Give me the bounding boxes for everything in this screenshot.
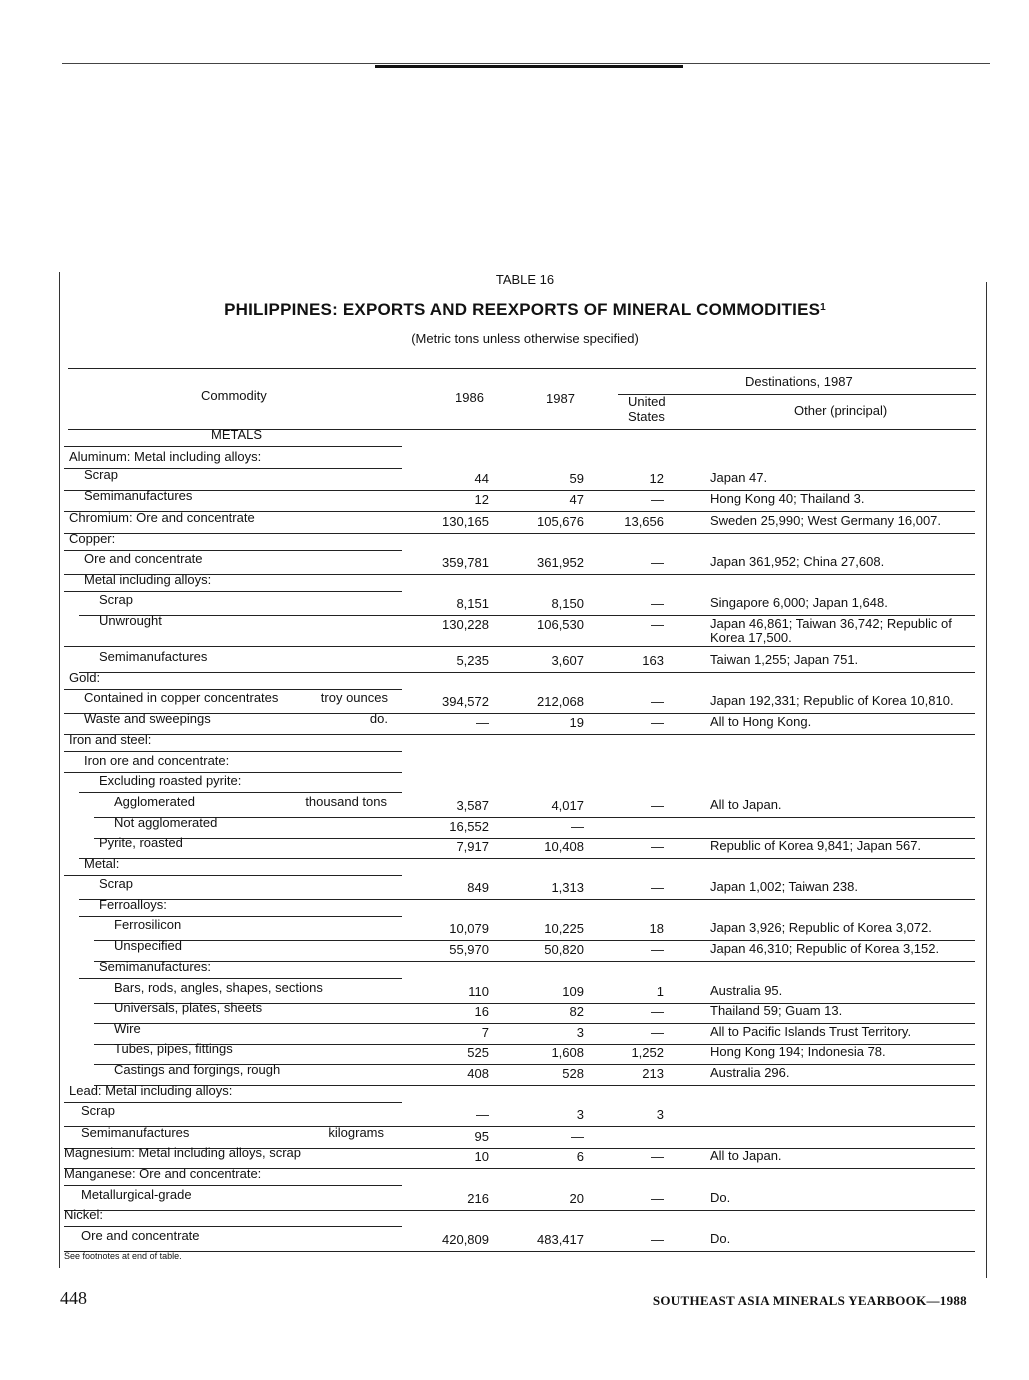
value-1987-cell: 483,417 <box>537 1232 584 1247</box>
value-1986-cell: 10 <box>474 1149 489 1164</box>
value-1986-cell: 95 <box>474 1129 489 1144</box>
header-1986: 1986 <box>455 390 484 405</box>
table-row <box>0 958 1029 978</box>
title-footnote-marker: 1 <box>820 302 826 313</box>
other-destination-cell: Sweden 25,990; West Germany 16,007. <box>710 513 942 528</box>
commodity-cell: Semimanufactures: <box>99 959 211 974</box>
value-1986-cell: 5,235 <box>456 653 489 668</box>
header-destinations: Destinations, 1987 <box>745 374 853 389</box>
running-head: SOUTHEAST ASIA MINERALS YEARBOOK—1988 <box>652 1293 967 1308</box>
value-1986-cell: 110 <box>468 984 489 999</box>
table-row <box>0 669 1029 689</box>
other-destination-cell: Hong Kong 194; Indonesia 78. <box>710 1044 886 1059</box>
footnote-reference: See footnotes at end of table. <box>64 1251 182 1261</box>
us-destination-cell: — <box>651 555 664 570</box>
value-1987-cell: 47 <box>569 492 584 507</box>
commodity-cell: Ferroalloys: <box>99 897 167 912</box>
value-1986-cell: 216 <box>467 1191 489 1206</box>
other-destination-cell: All to Hong Kong. <box>710 714 812 729</box>
commodity-cell: Not agglomerated <box>114 815 218 830</box>
table-row <box>0 1040 1029 1060</box>
table-row <box>0 689 1029 709</box>
table-row <box>0 591 1029 611</box>
destinations-rule <box>618 394 976 395</box>
table-row <box>0 1102 1029 1122</box>
value-1987-cell: 3 <box>576 1025 584 1040</box>
value-1987-cell: 19 <box>569 715 584 730</box>
table-row <box>0 1082 1029 1102</box>
table-row <box>0 793 1029 813</box>
table-row <box>0 752 1029 772</box>
commodity-cell: Unwrought <box>99 613 162 628</box>
table-row <box>0 612 1029 645</box>
commodity-cell: Magnesium: Metal including alloys, scrap <box>64 1145 301 1160</box>
other-destination-cell: Australia 296. <box>710 1065 790 1080</box>
commodity-cell: Contained in copper concentrates <box>84 690 279 705</box>
table-row <box>0 1165 1029 1185</box>
commodity-cell: Waste and sweepings <box>84 711 211 726</box>
table-row <box>0 855 1029 875</box>
other-destination-cell: Japan 47. <box>710 470 768 485</box>
row-rule <box>64 1251 975 1252</box>
commodity-cell: Bars, rods, angles, shapes, sections <box>114 980 323 995</box>
table-row <box>0 1020 1029 1040</box>
commodity-cell: Scrap <box>99 876 133 891</box>
value-1986-cell: 10,079 <box>449 921 489 936</box>
table-row <box>0 1124 1029 1144</box>
us-destination-cell: 12 <box>649 471 664 486</box>
table-row <box>0 466 1029 486</box>
value-1986-cell: 420,809 <box>442 1232 489 1247</box>
value-1987-cell: 4,017 <box>551 798 584 813</box>
us-destination-cell: — <box>651 715 664 730</box>
value-1986-cell: — <box>476 715 489 730</box>
us-destination-cell: — <box>651 839 664 854</box>
table-title <box>60 300 990 320</box>
page-number: 448 <box>60 1288 87 1308</box>
other-destination-cell: Australia 95. <box>710 983 783 998</box>
us-destination-cell: — <box>651 492 664 507</box>
table-row <box>0 487 1029 507</box>
commodity-cell: Tubes, pipes, fittings <box>114 1041 233 1056</box>
row-rule <box>64 646 975 647</box>
other-destination-cell: Japan 192,331; Republic of Korea 10,810. <box>710 693 954 708</box>
value-1987-cell: 106,530 <box>537 617 584 632</box>
us-destination-cell: — <box>651 1191 664 1206</box>
value-1987-cell: 1,313 <box>551 880 584 895</box>
other-destination-cell: Japan 1,002; Taiwan 238. <box>710 879 858 894</box>
commodity-cell: Universals, plates, sheets <box>114 1000 263 1015</box>
other-destination-cell: Republic of Korea 9,841; Japan 567. <box>710 838 922 853</box>
other-destination-cell: Singapore 6,000; Japan 1,648. <box>710 595 888 610</box>
table-row <box>0 937 1029 957</box>
commodity-cell: Pyrite, roasted <box>99 835 183 850</box>
commodity-cell: Nickel: <box>64 1207 104 1222</box>
table-label: TABLE 16 <box>495 272 555 287</box>
other-destination-cell: Japan 46,861; Taiwan 36,742; Republic of Korea 17,500. <box>710 616 952 645</box>
us-destination-cell: 18 <box>649 921 664 936</box>
commodity-cell: Semimanufactures <box>84 488 193 503</box>
us-destination-cell: — <box>651 1232 664 1247</box>
value-1986-cell: 3,587 <box>456 798 489 813</box>
table-row <box>0 1227 1029 1247</box>
table-title-text: PHILIPPINES: EXPORTS AND REEXPORTS OF MINERAL COMMODITIES <box>224 300 821 319</box>
value-1987-cell: — <box>571 1129 584 1144</box>
header-1987: 1987 <box>546 391 575 406</box>
value-1987-cell: 212,068 <box>537 694 584 709</box>
commodity-cell: Lead: Metal including alloys: <box>69 1083 233 1098</box>
table-row <box>0 648 1029 668</box>
commodity-cell: Chromium: Ore and concentrate <box>69 510 255 525</box>
commodity-cell: Ore and concentrate <box>84 551 203 566</box>
value-1987-cell: 528 <box>562 1066 584 1081</box>
value-1986-cell: 16 <box>474 1004 489 1019</box>
commodity-cell: Ore and concentrate <box>81 1228 200 1243</box>
unit-cell: thousand tons <box>305 794 387 809</box>
table-row <box>0 426 1029 446</box>
table-row <box>0 530 1029 550</box>
value-1987-cell: 10,225 <box>544 921 584 936</box>
commodity-cell: Agglomerated <box>114 794 195 809</box>
other-destination-cell: Japan 46,310; Republic of Korea 3,152. <box>710 941 940 956</box>
table-row <box>0 999 1029 1019</box>
commodity-cell: Aluminum: Metal including alloys: <box>69 449 262 464</box>
value-1986-cell: 394,572 <box>442 694 489 709</box>
commodity-cell: Metallurgical-grade <box>81 1187 192 1202</box>
unit-cell: troy ounces <box>320 690 388 705</box>
table-row <box>0 731 1029 751</box>
us-destination-cell: 3 <box>656 1107 664 1122</box>
commodity-cell: Scrap <box>81 1103 115 1118</box>
value-1987-cell: 20 <box>569 1191 584 1206</box>
value-1987-cell: 10,408 <box>544 839 584 854</box>
table-row <box>0 772 1029 792</box>
table-row <box>0 1144 1029 1164</box>
us-destination-cell: — <box>651 694 664 709</box>
unit-cell: kilograms <box>328 1125 384 1140</box>
commodity-cell: Gold: <box>69 670 101 685</box>
value-1987-cell: 3 <box>576 1107 584 1122</box>
unit-cell: do. <box>369 711 388 726</box>
top-rule-bold <box>375 65 683 68</box>
value-1987-cell: 1,608 <box>551 1045 584 1060</box>
value-1987-cell: 105,676 <box>537 514 584 529</box>
us-destination-cell: 1 <box>656 984 664 999</box>
value-1986-cell: 44 <box>474 471 489 486</box>
units-note: (Metric tons unless otherwise specified) <box>411 331 639 346</box>
commodity-cell: Scrap <box>99 592 133 607</box>
header-us-line2: States <box>628 409 665 424</box>
table-row <box>0 875 1029 895</box>
value-1987-cell: 3,607 <box>551 653 584 668</box>
value-1986-cell: 849 <box>467 880 489 895</box>
us-destination-cell: — <box>651 596 664 611</box>
us-destination-cell: 13,656 <box>624 514 664 529</box>
value-1986-cell: 525 <box>467 1045 489 1060</box>
other-destination-cell: All to Japan. <box>710 1148 782 1163</box>
table-row <box>0 1206 1029 1226</box>
header-top-rule <box>68 368 976 369</box>
us-destination-cell: 1,252 <box>631 1045 664 1060</box>
other-destination-cell: Japan 361,952; China 27,608. <box>710 554 885 569</box>
other-destination-cell: Do. <box>710 1231 731 1246</box>
table-row <box>0 834 1029 854</box>
value-1987-cell: 109 <box>562 984 584 999</box>
commodity-cell: Unspecified <box>114 938 182 953</box>
table-row <box>0 1186 1029 1206</box>
us-destination-cell: — <box>651 798 664 813</box>
other-destination-cell: Hong Kong 40; Thailand 3. <box>710 491 865 506</box>
value-1986-cell: 7 <box>481 1025 489 1040</box>
other-destination-cell: All to Pacific Islands Trust Territory. <box>710 1024 912 1039</box>
row-rule <box>64 446 402 447</box>
value-1987-cell: 82 <box>569 1004 584 1019</box>
table-row <box>0 814 1029 834</box>
us-destination-cell: — <box>651 942 664 957</box>
commodity-cell: Semimanufactures <box>81 1125 190 1140</box>
us-destination-cell: — <box>651 1004 664 1019</box>
table-row <box>0 896 1029 916</box>
value-1986-cell: 408 <box>467 1066 489 1081</box>
other-destination-cell: Thailand 59; Guam 13. <box>710 1003 843 1018</box>
other-destination-cell: Japan 3,926; Republic of Korea 3,072. <box>710 920 932 935</box>
value-1986-cell: 12 <box>474 492 489 507</box>
value-1986-cell: 130,228 <box>442 617 489 632</box>
commodity-cell: Castings and forgings, rough <box>114 1062 281 1077</box>
table-row <box>0 509 1029 529</box>
value-1987-cell: 6 <box>576 1149 584 1164</box>
us-destination-cell: — <box>651 617 664 632</box>
commodity-cell: Metal including alloys: <box>84 572 212 587</box>
table-row <box>0 1061 1029 1081</box>
other-destination-cell: Taiwan 1,255; Japan 751. <box>710 652 859 667</box>
value-1986-cell: — <box>476 1107 489 1122</box>
header-other-principal: Other (principal) <box>794 403 888 418</box>
value-1986-cell: 8,151 <box>456 596 489 611</box>
commodity-cell: Excluding roasted pyrite: <box>99 773 242 788</box>
table-row <box>0 916 1029 936</box>
commodity-cell: METALS <box>211 427 263 442</box>
value-1987-cell: 50,820 <box>544 942 584 957</box>
commodity-cell: Copper: <box>69 531 116 546</box>
value-1986-cell: 130,165 <box>442 514 489 529</box>
value-1987-cell: 59 <box>569 471 584 486</box>
commodity-cell: Ferrosilicon <box>114 917 182 932</box>
value-1987-cell: — <box>571 819 584 834</box>
table-row <box>0 550 1029 570</box>
value-1986-cell: 16,552 <box>449 819 489 834</box>
commodity-cell: Wire <box>114 1021 141 1036</box>
commodity-cell: Iron and steel: <box>69 732 152 747</box>
table-row <box>0 710 1029 730</box>
value-1986-cell: 55,970 <box>449 942 489 957</box>
value-1986-cell: 7,917 <box>456 839 489 854</box>
us-destination-cell: 213 <box>642 1066 664 1081</box>
top-rule <box>62 63 990 64</box>
commodity-cell: Iron ore and concentrate: <box>84 753 230 768</box>
commodity-cell: Semimanufactures <box>99 649 208 664</box>
commodity-cell: Scrap <box>84 467 118 482</box>
header-us-line1: United <box>628 394 666 409</box>
header-commodity: Commodity <box>201 388 267 403</box>
other-destination-cell: Do. <box>710 1190 731 1205</box>
value-1987-cell: 361,952 <box>537 555 584 570</box>
table-row <box>0 571 1029 591</box>
commodity-cell: Manganese: Ore and concentrate: <box>64 1166 262 1181</box>
us-destination-cell: 163 <box>642 653 664 668</box>
us-destination-cell: — <box>651 880 664 895</box>
header-united-states <box>628 394 666 424</box>
other-destination-cell: All to Japan. <box>710 797 782 812</box>
value-1987-cell: 8,150 <box>551 596 584 611</box>
us-destination-cell: — <box>651 1149 664 1164</box>
table-row <box>0 448 1029 468</box>
us-destination-cell: — <box>651 1025 664 1040</box>
commodity-cell: Metal: <box>84 856 120 871</box>
value-1986-cell: 359,781 <box>442 555 489 570</box>
table-row <box>0 979 1029 999</box>
